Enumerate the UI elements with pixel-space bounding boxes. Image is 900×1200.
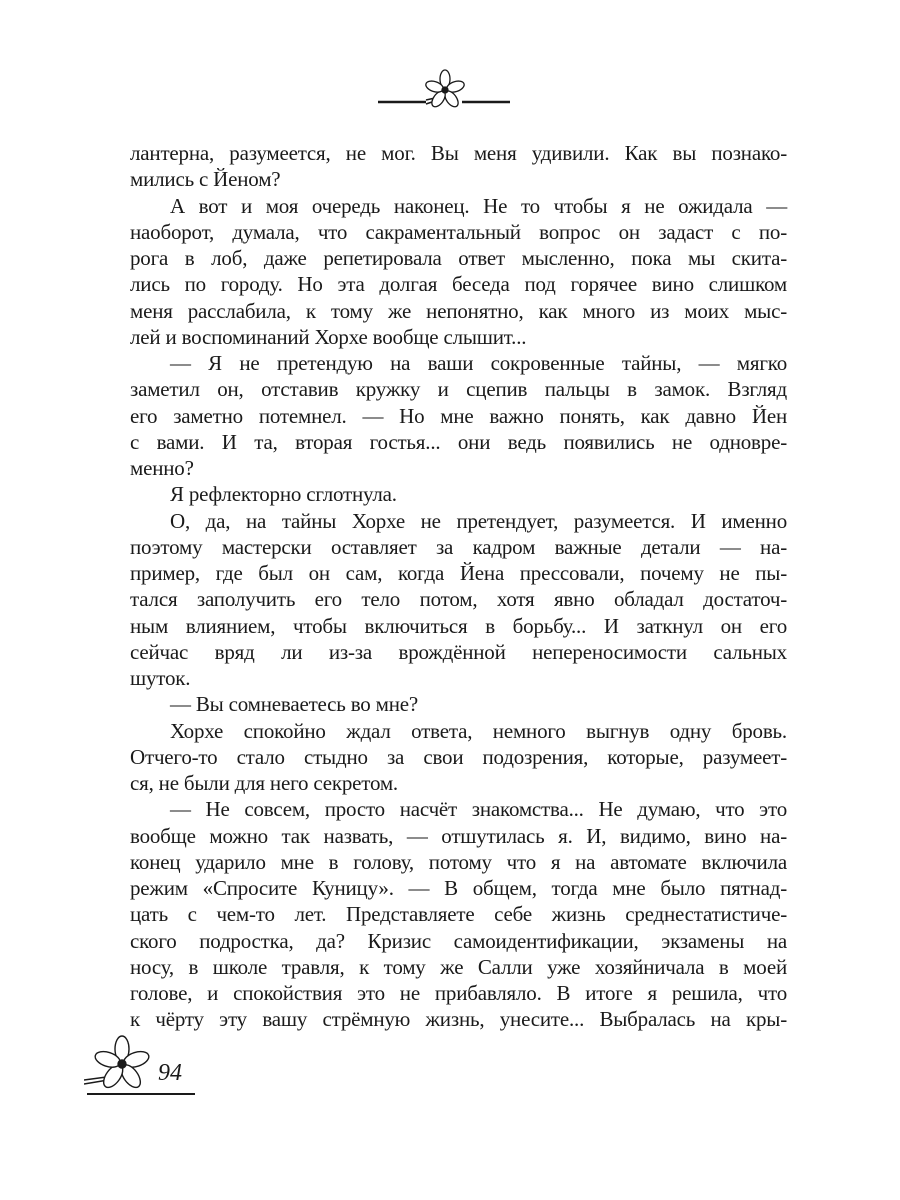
text-line: меня расслабила, к тому же непонятно, как много из моих мыс- [130, 298, 787, 323]
paragraph [130, 193, 787, 351]
text-line: А вот и моя очередь наконец. Не то чтобы я не ожидала — [170, 193, 787, 218]
page-number: 94 [158, 1060, 182, 1086]
text-line: ным влиянием, чтобы включиться в борьбу... И заткнул он его [130, 613, 787, 638]
flower-ornament-icon [376, 66, 512, 110]
text-line: ского подростка, да? Кризис самоидентификации, экзамены на [130, 928, 787, 953]
text-line: менно? [130, 456, 194, 480]
text-line: — Я не претендую на ваши сокровенные тайны, — мягко [170, 351, 787, 375]
text-line: мились с Йеном? [130, 167, 281, 192]
text-line: вообще можно так назвать, — отшутилась я. И, видимо, вино на- [130, 823, 787, 848]
text-line: голове, и спокойствия это не прибавляло. В итоге я решила, что [130, 981, 787, 1005]
text-line: цать с чем-то лет. Представляете себе жизнь среднестатистиче- [130, 902, 787, 927]
body-text [130, 140, 787, 1033]
paragraph [130, 350, 787, 481]
text-line: его заметно потемнел. — Но мне важно понять, как давно Йен [130, 403, 787, 428]
flower-ornament-icon [84, 1030, 164, 1094]
text-line: ся, не были для него секретом. [130, 771, 398, 795]
text-line: лантерна, разумеется, не мог. Вы меня удивили. Как вы познако- [130, 141, 787, 165]
text-line: — Не совсем, просто насчёт знакомства... Не думаю, что это [170, 797, 787, 822]
text-line: пример, где был он сам, когда Йена прессовали, почему не пы- [130, 561, 787, 585]
text-line: сейчас вряд ли из-за врождённой непереносимости сальных [130, 639, 787, 664]
text-line: рога в лоб, даже репетировала ответ мысленно, пока мы скита- [130, 246, 787, 270]
text-line: носу, в школе травля, к тому же Салли уже хозяйничала в моей [130, 954, 787, 979]
paragraph [130, 140, 787, 193]
text-line: лей и воспоминаний Хорхе вообще слышит... [130, 324, 527, 349]
text-line: с вами. И та, вторая гостья... они ведь появились не одновре- [130, 429, 787, 454]
text-line: О, да, на тайны Хорхе не претендует, разумеется. И именно [170, 508, 787, 533]
paragraph [130, 508, 787, 692]
text-line: шуток. [130, 666, 191, 690]
text-line: заметил он, отставив кружку и сцепив пальцы в замок. Взгляд [130, 377, 787, 402]
text-line: конец ударило мне в голову, потому что я на автомате включила [130, 849, 787, 874]
paragraph [130, 718, 787, 797]
text-line: Хорхе спокойно ждал ответа, немного выгнув одну бровь. [170, 718, 787, 743]
text-line: — Вы сомневаетесь во мне? [170, 692, 419, 717]
text-line: режим «Спросите Куницу». — В общем, тогда мне было пятнад- [130, 876, 787, 900]
paragraph [130, 691, 787, 717]
text-line: Я рефлекторно сглотнула. [170, 482, 397, 507]
text-line: наоборот, думала, что сакраментальный вопрос он задаст с по- [130, 219, 787, 244]
text-line: поэтому мастерски оставляет за кадром важные детали — на- [130, 534, 787, 559]
text-line: Отчего-то стало стыдно за свои подозрения, которые, разумеет- [130, 744, 787, 769]
text-line: к чёрту эту вашу стрёмную жизнь, унесите... Выбралась на кры- [130, 1007, 787, 1032]
paragraph [130, 481, 787, 507]
text-line: тался заполучить его тело потом, хотя явно обладал достаточ- [130, 587, 787, 612]
paragraph [130, 796, 787, 1032]
footer-rule [87, 1093, 195, 1095]
text-line: лись по городу. Но эта долгая беседа под горячее вино слишком [130, 272, 787, 297]
